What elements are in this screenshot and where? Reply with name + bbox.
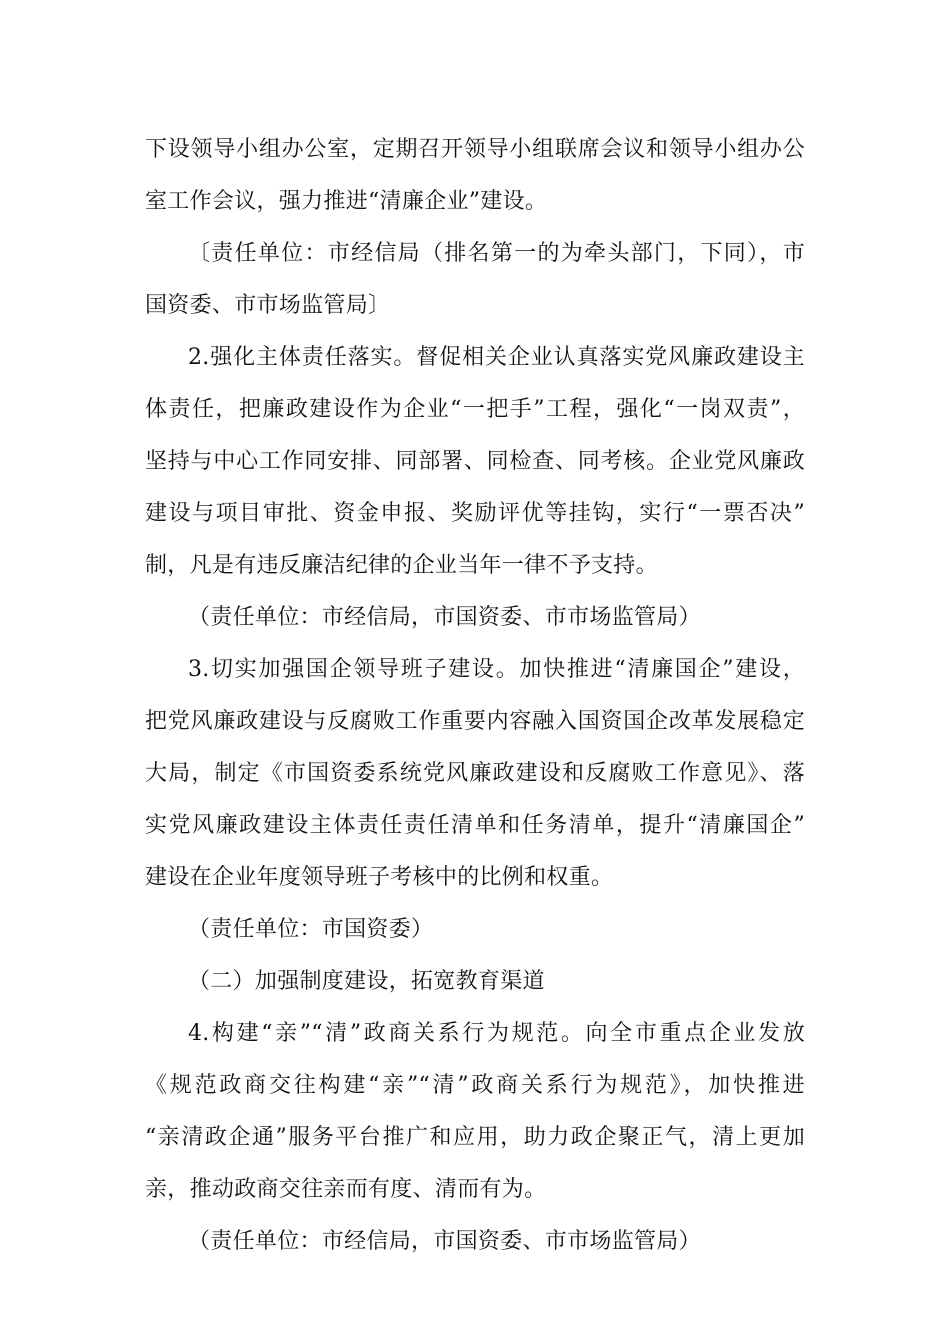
responsibility-note: 〔责任单位：市经信局（排名第一的为牵头部门，下同），市 — [188, 241, 805, 266]
body-text-line: 下设领导小组办公室，定期召开领导小组联席会议和领导小组办公 — [145, 137, 805, 162]
body-text-line: 《规范政商交往构建“亲”“清”政商关系行为规范》，加快推进 — [145, 1073, 805, 1098]
responsibility-note: 国资委、市市场监管局〕 — [145, 293, 391, 318]
item-heading-2: 2.强化主体责任落实。督促相关企业认真落实党风廉政建设主 — [188, 345, 805, 370]
body-text-line: 亲，推动政商交往亲而有度、清而有为。 — [145, 1177, 547, 1202]
body-text-line: 建设与项目审批、资金申报、奖励评优等挂钩，实行“一票否决” — [145, 501, 805, 526]
body-text-line: 建设在企业年度领导班子考核中的比例和权重。 — [145, 865, 614, 890]
responsibility-note: （责任单位：市国资委） — [188, 917, 434, 942]
responsibility-note: （责任单位：市经信局，市国资委、市市场监管局） — [188, 1229, 701, 1254]
body-text-line: 把党风廉政建设与反腐败工作重要内容融入国资国企改革发展稳定 — [145, 709, 805, 734]
section-heading: （二）加强制度建设，拓宽教育渠道 — [188, 969, 545, 994]
body-text-line: 制，凡是有违反廉洁纪律的企业当年一律不予支持。 — [145, 553, 658, 578]
body-text-line: 体责任，把廉政建设作为企业“一把手”工程，强化“一岗双责”， — [145, 397, 805, 422]
body-text-line: 坚持与中心工作同安排、同部署、同检查、同考核。企业党风廉政 — [145, 449, 805, 474]
body-text-line: 实党风廉政建设主体责任责任清单和任务清单，提升“清廉国企” — [145, 813, 805, 838]
body-text-line: 大局，制定《市国资委系统党风廉政建设和反腐败工作意见》、落 — [145, 761, 805, 786]
item-heading-4: 4.构建“亲”“清”政商关系行为规范。向全市重点企业发放 — [188, 1021, 805, 1046]
body-text-line: “亲清政企通”服务平台推广和应用，助力政企聚正气，清上更加 — [145, 1125, 805, 1150]
item-heading-3: 3.切实加强国企领导班子建设。加快推进“清廉国企”建设， — [188, 657, 805, 682]
body-text-line: 室工作会议，强力推进“清廉企业”建设。 — [145, 189, 548, 214]
responsibility-note: （责任单位：市经信局，市国资委、市市场监管局） — [188, 605, 701, 630]
